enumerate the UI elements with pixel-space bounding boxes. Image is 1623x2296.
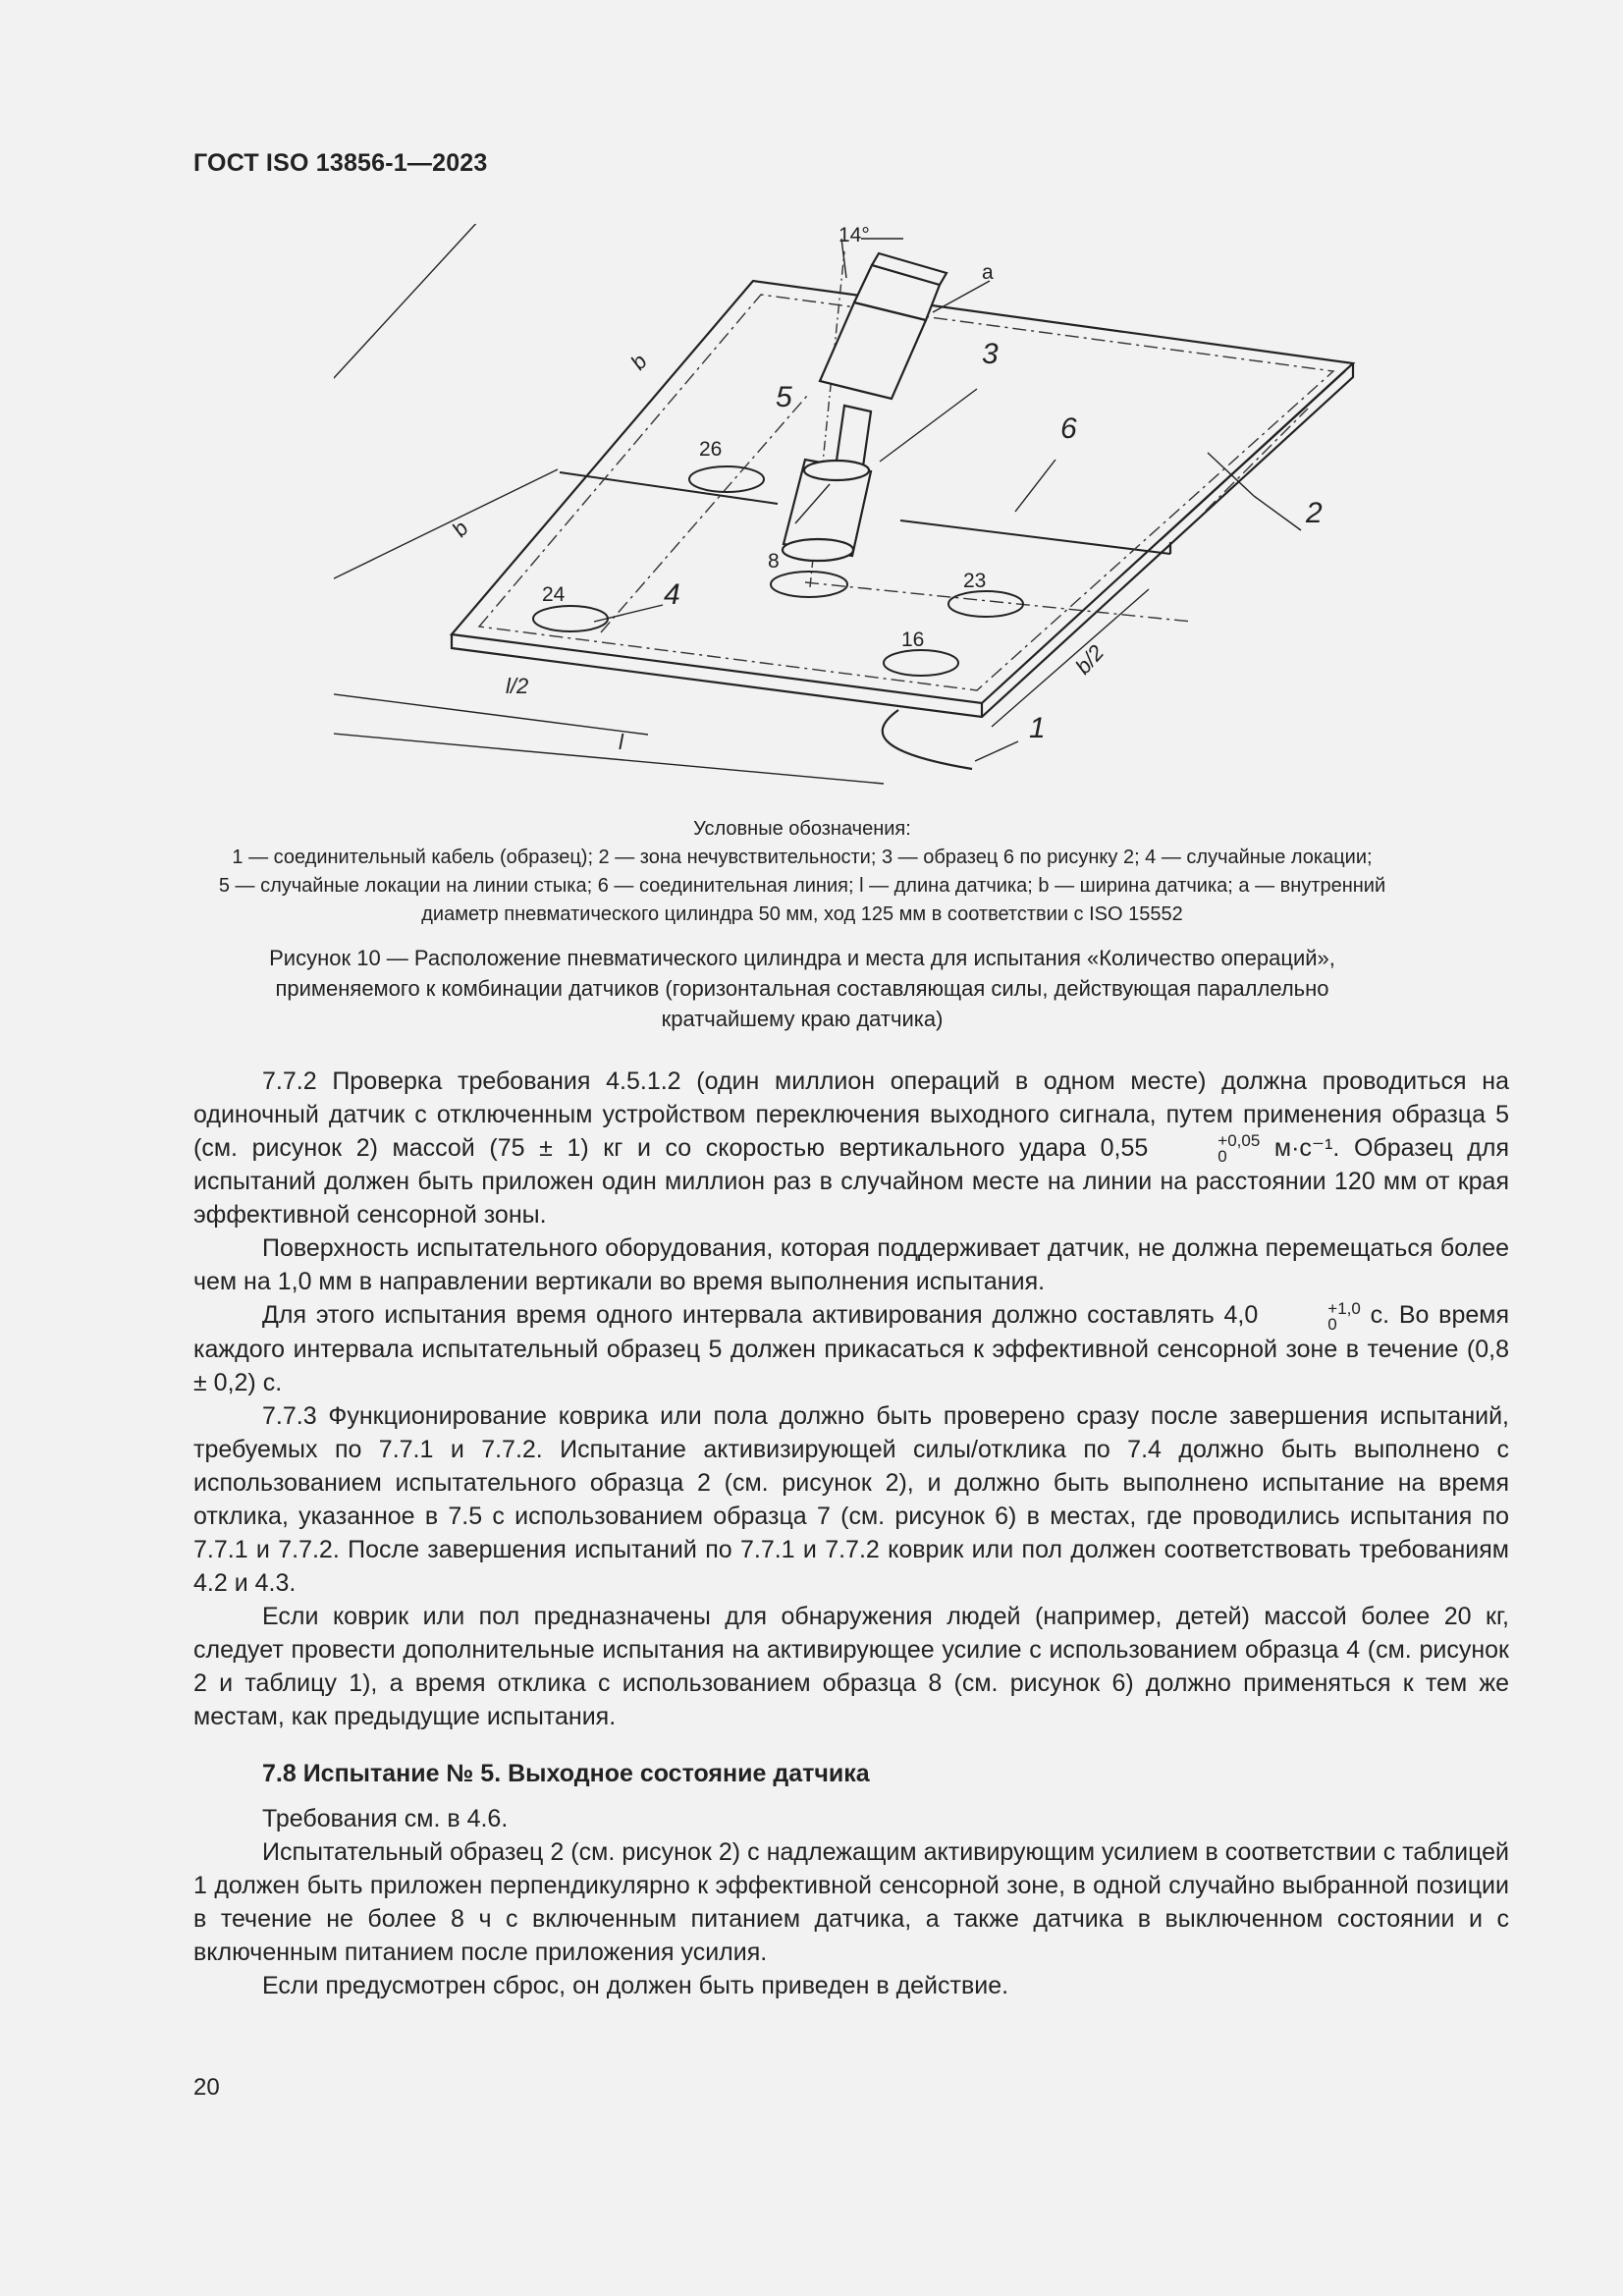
figure-caption: [193, 943, 1411, 1034]
tolerance: [1259, 1298, 1361, 1334]
tolerance-upper: +1,0: [1327, 1298, 1361, 1318]
page-number: 20: [193, 2074, 220, 2101]
label-16: 16: [901, 629, 925, 651]
connecting-cable: [883, 710, 972, 769]
label-l-half: l/2: [506, 674, 529, 698]
caption-line-1: Рисунок 10 — Расположение пневматического цилиндра и места для испытания «Количество операций»,: [269, 946, 1335, 970]
caption-line-2: применяемого к комбинации датчиков (горизонтальная составляющая силы, действующая параллельно: [275, 976, 1329, 1001]
label-26: 26: [699, 438, 723, 461]
tolerance-lower: 0: [1327, 1314, 1337, 1334]
label-a: а: [982, 261, 994, 284]
label-4: 4: [664, 578, 680, 611]
sensor-plate-diagram: [334, 224, 1375, 803]
legend-line-1: 1 — соединительный кабель (образец); 2 — зона нечувствительности; 3 — образец 6 по рисунку 2; 4 — случайные локации;: [232, 847, 1373, 868]
legend-title: Условные обозначения:: [693, 818, 911, 840]
label-b-half: b/2: [1070, 639, 1109, 680]
location-23: [948, 591, 1023, 617]
label-1: 1: [1029, 712, 1046, 744]
label-b-left: b: [447, 516, 473, 542]
tolerance: [1149, 1133, 1260, 1165]
tolerance-lower: 0: [1217, 1147, 1227, 1167]
pneumatic-cylinder: [783, 253, 947, 561]
paragraph-reset: Если предусмотрен сброс, он должен быть приведен в действие.: [262, 1971, 1009, 1999]
label-8: 8: [768, 550, 780, 573]
label-5: 5: [776, 381, 792, 413]
paragraph-7-7-3: 7.7.3 Функционирование коврика или пола должно быть проверено сразу после завершения испытаний, требуемых по 7.7.1 и 7.7.2. Испытание активизирующей силы/отклика по 7.4 должно быть выполнено с использованием испытательного образца 2 (см. рисунок 2), и должно быть выполнено испытание на время отклика, указанное в 7.5 с использованием образца 7 (см. рисунок 6) в местах, где проводились испытания по 7.7.1 и 7.7.2. После завершения испытаний по 7.7.1 и 7.7.2 коврик или пол должен соответствовать требованиям 4.2 и 4.3.: [193, 1401, 1509, 1597]
angle-label: 14°: [839, 224, 870, 246]
location-24: [533, 606, 608, 631]
legend-line-3: диаметр пневматического цилиндра 50 мм, ход 125 мм в соответствии с ISO 15552: [421, 903, 1183, 925]
location-8: [771, 572, 847, 597]
label-3: 3: [982, 338, 999, 370]
figure-legend: [193, 815, 1411, 929]
section-heading-7-8: 7.8 Испытание № 5. Выходное состояние датчика: [262, 1759, 870, 1787]
p3-text-b: с. Во время каждого интервала испытательный образец 5 должен прикасаться к эффективной сенсорной зоне в течение (0,8 ± 0,2) с.: [193, 1301, 1509, 1396]
tolerance-upper: +0,05: [1217, 1131, 1261, 1151]
body-text: [193, 1065, 1509, 2002]
p3-text-a: Для этого испытания время одного интервала активирования должно составлять 4,0: [262, 1301, 1259, 1330]
caption-line-3: кратчайшему краю датчика): [661, 1007, 944, 1031]
paragraph-requirements: Требования см. в 4.6.: [262, 1804, 509, 1832]
p1-text-a: 7.7.2 Проверка требования 4.5.1.2 (один миллион операций в одном месте) должна проводиться на одиночный датчик с отключенным устройством переключения выходного сигнала, путем применения образца 5 (см. рисунок 2) массой (75 ± 1) кг и со скоростью вертикального удара 0,55: [193, 1067, 1509, 1162]
label-6: 6: [1060, 412, 1077, 445]
paragraph-interval: [193, 1298, 1509, 1398]
label-b-top: b: [625, 349, 652, 375]
label-l: l: [619, 730, 623, 754]
joint-line: [560, 472, 778, 504]
p1-text-b: м·с⁻¹. Образец для испытаний должен быть приложен один миллион раз в случайном месте на линии на расстоянии 120 мм от края эффективной сенсорной зоны.: [193, 1134, 1509, 1230]
paragraph-7-7-2: [193, 1065, 1509, 1231]
label-24: 24: [542, 583, 566, 606]
label-23: 23: [963, 570, 987, 592]
legend-line-2: 5 — случайные локации на линии стыка; 6 — соединительная линия; l — длина датчика; b — ширина датчика; a — внутренний: [218, 875, 1386, 897]
location-16: [884, 650, 958, 676]
paragraph-test-specimen: Испытательный образец 2 (см. рисунок 2) с надлежащим активирующим усилием в соответствии с таблицей 1 должен быть приложен перпендикулярно к эффективной сенсорной зоне, в одной случайно выбранной позиции в течение не более 8 ч с включенным питанием датчика, а также датчика в выключенном состоянии и с включенным питанием после приложения усилия.: [193, 1837, 1509, 1966]
document-header: ГОСТ ISO 13856-1—2023: [193, 149, 488, 177]
label-2: 2: [1306, 497, 1323, 529]
figure-10-drawing: [334, 224, 1375, 803]
paragraph-surface: Поверхность испытательного оборудования, которая поддерживает датчик, не должна перемещаться более чем на 1,0 мм в направлении вертикали во время выполнения испытания.: [193, 1234, 1509, 1296]
paragraph-additional-tests: Если коврик или пол предназначены для обнаружения людей (например, детей) массой более 20 кг, следует провести дополнительные испытания на активирующее усилие с использованием образца 4 (см. рисунок 2 и таблицу 1), а время отклика с использованием образца 8 (см. рисунок 6) должно применяться к тем же местам, как предыдущие испытания.: [193, 1602, 1509, 1730]
